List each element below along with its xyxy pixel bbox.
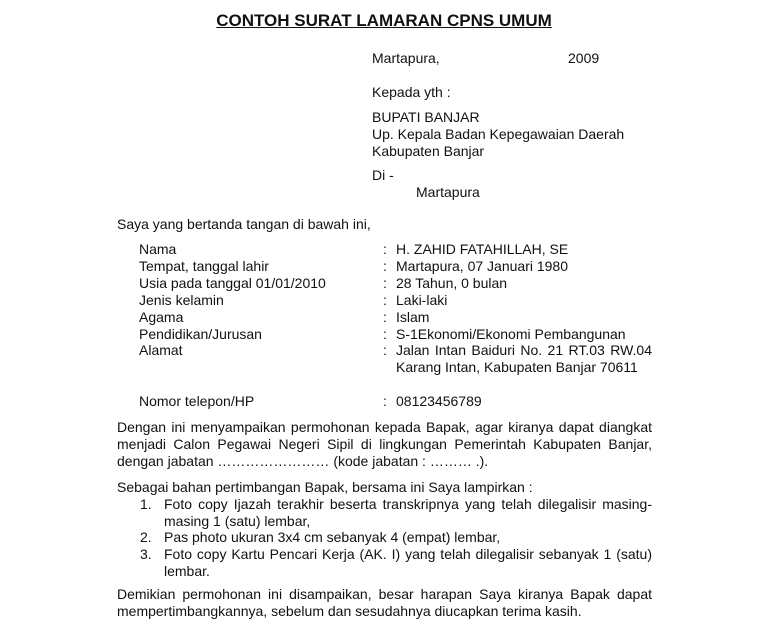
recipient-line: Up. Kepala Badan Kepegawaian Daerah — [372, 126, 625, 142]
colon: : — [383, 258, 387, 274]
recipient-di: Di - — [372, 167, 394, 183]
colon: : — [383, 309, 387, 325]
field-row — [139, 241, 652, 258]
field-label: Nomor telepon/HP — [139, 393, 255, 409]
colon: : — [383, 292, 387, 308]
field-label: Agama — [139, 309, 184, 325]
item-number: 1. — [140, 496, 152, 512]
field-value: Jalan Intan Baiduri No. 21 RT.03 RW.04 Karang Intan, Kabupaten Banjar 70611 — [396, 342, 652, 375]
recipient-greeting: Kepada yth : — [372, 84, 451, 100]
field-value: Islam — [396, 309, 430, 325]
field-label: Nama — [139, 241, 177, 257]
request-paragraph: Dengan ini menyampaikan permohonan kepada Bapak, agar kiranya dapat diangkat menjadi Calon Pegawai Negeri Sipil di lingkungan Pemerintah Kabupaten Banjar, dengan jabatan …………………… (kode jabatan : ……… .). — [117, 419, 652, 469]
field-label: Jenis kelamin — [139, 292, 224, 308]
field-label: Tempat, tanggal lahir — [139, 258, 269, 274]
field-row — [139, 275, 652, 292]
item-number: 3. — [140, 546, 152, 562]
colon: : — [383, 393, 387, 409]
letter-year: 2009 — [568, 50, 600, 66]
closing-paragraph: Demikian permohonan ini disampaikan, besar harapan Saya kiranya Bapak dapat mempertimbangkannya, sebelum dan sesudahnya diucapkan terima kasih. — [117, 586, 652, 619]
field-value: Laki-laki — [396, 292, 448, 308]
field-value: S-1Ekonomi/Ekonomi Pembangunan — [396, 326, 626, 342]
field-value: 28 Tahun, 0 bulan — [396, 275, 508, 291]
field-label: Usia pada tanggal 01/01/2010 — [139, 275, 326, 291]
letter-title: CONTOH SURAT LAMARAN CPNS UMUM — [216, 11, 552, 30]
intro-text: Saya yang bertanda tangan di bawah ini, — [117, 216, 371, 232]
field-row — [139, 342, 652, 375]
field-row — [139, 393, 652, 410]
field-value: 08123456789 — [396, 393, 482, 409]
recipient-city: Martapura — [416, 184, 480, 200]
colon: : — [383, 326, 387, 342]
field-value: H. ZAHID FATAHILLAH, SE — [396, 241, 569, 257]
letter-place: Martapura, — [372, 50, 440, 66]
field-row — [139, 258, 652, 275]
colon: : — [383, 241, 387, 257]
recipient-line: BUPATI BANJAR — [372, 109, 480, 125]
colon: : — [383, 275, 387, 291]
colon: : — [383, 342, 387, 358]
field-label: Pendidikan/Jurusan — [139, 326, 262, 342]
field-row — [139, 292, 652, 309]
field-row — [139, 326, 652, 343]
attachments-intro: Sebagai bahan pertimbangan Bapak, bersama ini Saya lampirkan : — [117, 479, 533, 495]
field-value: Martapura, 07 Januari 1980 — [396, 258, 568, 274]
field-label: Alamat — [139, 342, 183, 358]
item-text: Pas photo ukuran 3x4 cm sebanyak 4 (empat) lembar, — [164, 529, 501, 545]
recipient-line: Kabupaten Banjar — [372, 143, 485, 159]
item-number: 2. — [140, 529, 152, 545]
item-text: Foto copy Ijazah terakhir beserta transkripnya yang telah dilegalisir masing-masing 1 (satu) lembar, — [164, 496, 652, 529]
field-row — [139, 309, 652, 326]
item-text: Foto copy Kartu Pencari Kerja (AK. I) yang telah dilegalisir sebanyak 1 (satu) lembar. — [164, 546, 652, 579]
